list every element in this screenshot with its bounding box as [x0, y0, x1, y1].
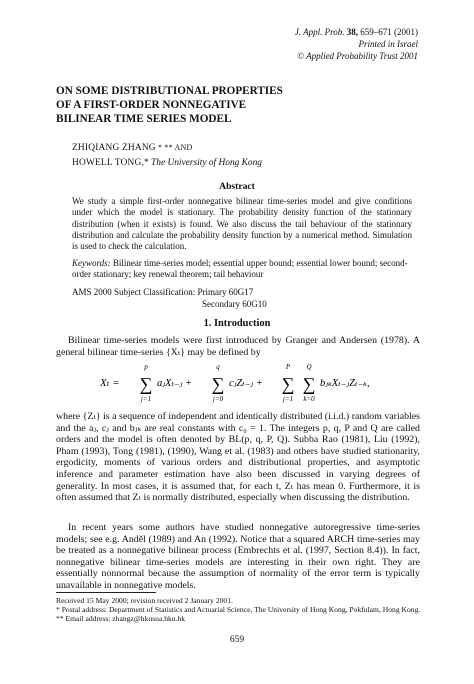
- journal-header: [295, 26, 418, 62]
- footnote-received: Received 15 May 2000; revision received 2 January 2001.: [56, 596, 233, 605]
- eq-sum4-lower: k=0: [303, 395, 315, 403]
- author-2-name: HOWELL TONG,: [72, 158, 145, 168]
- intro-paragraph-2: where {Zₜ} is a sequence of independent and identically distributed (i.i.d.) random variables and the aⱼ, cⱼ and bⱼₖ are real constants with c₀ = 1. The integers p, q, P and Q are called orders and the model is often denoted by BL(p, q, P, Q). Subba Rao (1981), Liu (1992), Pham (1993), Tong (1981), (1990), Wang et al. (1983) and others have studied stationarity, ergodicity, moments of various orders and distributional properties, and asymptotic inference and parameter estimation have also been discussed in varying degrees of generality. In most cases, it is assumed that, for each t, Zₜ has mean 0. Furthermore, it is often assumed that Zₜ is normally distributed, especially when discussing the distribution.: [56, 411, 420, 504]
- eq-term-1: aⱼXₜ₋ⱼ +: [157, 378, 193, 389]
- eq-sum2-upper: q: [216, 363, 220, 371]
- journal-pages: 659–671 (2001): [360, 27, 418, 37]
- eq-sum2-sigma: ∑: [211, 374, 225, 394]
- eq-sum4-sigma: ∑: [302, 374, 316, 394]
- title-line-3: BILINEAR TIME SERIES MODEL: [56, 113, 232, 125]
- author-2-mark: *: [144, 158, 149, 168]
- ams-primary: AMS 2000 Subject Classification: Primary 60G17: [72, 287, 254, 297]
- journal-copyright: © Applied Probability Trust 2001: [297, 51, 418, 61]
- ams-classification: [72, 286, 412, 310]
- keywords: [72, 258, 412, 281]
- author-affiliation: The University of Hong Kong: [151, 158, 262, 168]
- eq-sum1-sigma: ∑: [139, 374, 153, 394]
- author-1-marks: * ** AND: [155, 143, 193, 152]
- keywords-list: Bilinear time-series model; essential upper bound; essential lower bound; second-order stationary; key renewal theorem; tail behaviour: [72, 258, 408, 280]
- journal-volume: 38,: [346, 27, 358, 37]
- eq-term-2: cⱼZₜ₋ⱼ +: [229, 378, 263, 389]
- paper-title: [56, 84, 416, 126]
- eq-sum3-lower: j=1: [282, 395, 294, 403]
- eq-sum2-lower: j=0: [212, 395, 224, 403]
- eq-lhs: Xₜ =: [100, 377, 120, 389]
- bilinear-equation: [100, 360, 420, 406]
- abstract-heading: Abstract: [219, 181, 255, 192]
- section-heading-introduction: 1. Introduction: [203, 318, 271, 329]
- author-line-1: [72, 140, 412, 156]
- footnotes: [56, 596, 436, 624]
- journal-printed: Printed in Israel: [358, 39, 418, 49]
- page-number: 659: [229, 635, 245, 645]
- title-line-1: ON SOME DISTRIBUTIONAL PROPERTIES: [56, 85, 283, 97]
- equation-svg: [100, 360, 420, 406]
- eq-sum1-upper: p: [144, 363, 148, 371]
- author-1-name: ZHIQIANG ZHANG: [72, 143, 156, 153]
- footnote-divider: [56, 592, 156, 593]
- author-line-2: [72, 156, 412, 171]
- title-line-2: OF A FIRST-ORDER NONNEGATIVE: [56, 99, 247, 111]
- eq-sum1-lower: j=1: [140, 395, 152, 403]
- eq-sum3-upper: P: [285, 363, 291, 371]
- ams-secondary: Secondary 60G10: [202, 299, 267, 309]
- eq-sum3-sigma: ∑: [281, 374, 295, 394]
- footnote-postal: * Postal address: Department of Statistics and Actuarial Science, The University of Hong Kong, Pokfulam, Hong Kong.: [56, 605, 421, 615]
- journal-name: J. Appl. Prob.: [294, 27, 345, 37]
- journal-citation-line: [295, 26, 418, 38]
- intro-paragraph-3: In recent years some authors have studied nonnegative autoregressive time-series models; see e.g. Anděl (1989) and An (1992). Notice that a squared ARCH time-series may be treated as a nonnegative bilinear process (Embrechts et al. (1997, Section 8.4)). In fact, nonnegative bilinear time-series models are interesting in their own right. They are essentially nonnormal because the assumption of normality of the error term is typically unavailable in nonnegative models.: [56, 522, 420, 591]
- keywords-label: Keywords:: [72, 258, 111, 268]
- footnote-email: ** Email address: zhangz@hkusua.hku.hk: [56, 614, 186, 624]
- intro-paragraph-1: Bilinear time-series models were first introduced by Granger and Andersen (1978). A general bilinear time-series {Xₜ} may be defined by: [56, 335, 420, 358]
- abstract-text: We study a simple first-order nonnegative bilinear time-series model and give conditions under which the model is stationary. The probability density function of the stationary distribution (when it exists) is found. We also discuss the tail behaviour of the stationary distribution and calculate the probability density function by a numerical method. Simulation is used to check the calculation.: [72, 196, 412, 252]
- author-block: [72, 140, 412, 171]
- eq-sum4-upper: Q: [306, 363, 312, 371]
- eq-term-3: bⱼₖXₜ₋ⱼZₜ₋ₖ,: [320, 378, 370, 389]
